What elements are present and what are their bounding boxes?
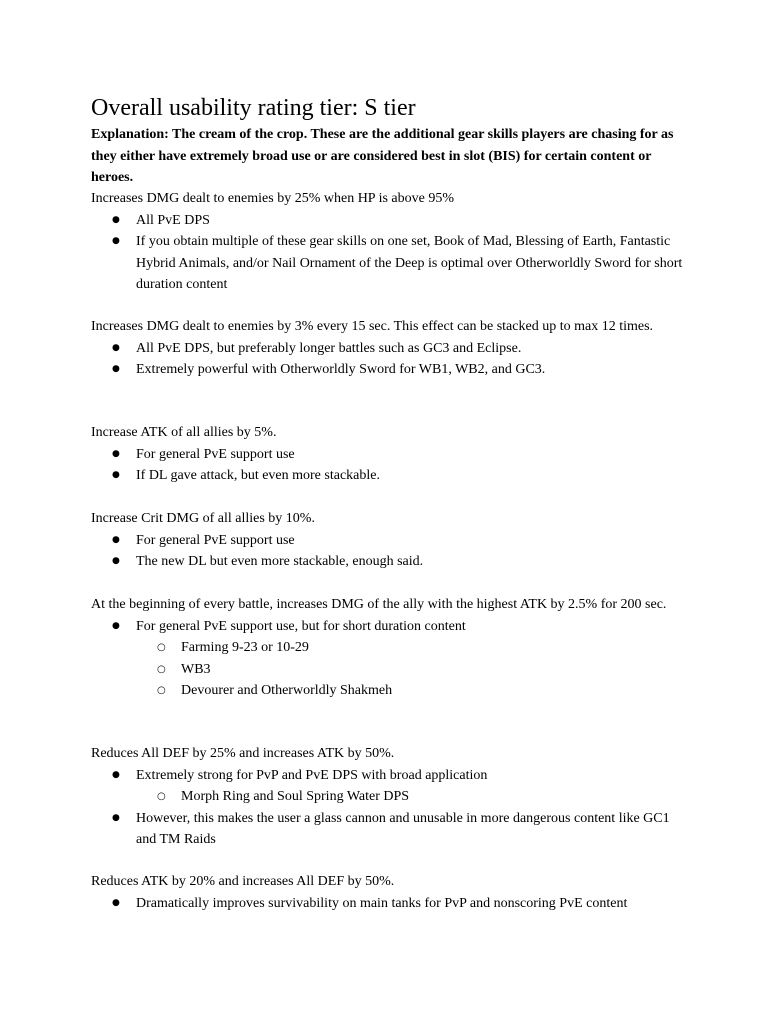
sub-bullet-marker: ○ — [157, 685, 166, 696]
bullet-marker: ● — [112, 236, 120, 246]
skill-description: Increases DMG dealt to enemies by 25% when HP is above 95% — [91, 191, 455, 206]
gear-skill-section — [91, 594, 691, 702]
list-item-text: If DL gave attack, but even more stackable. — [136, 468, 380, 483]
list-item-text: Extremely strong for PvP and PvE DPS with broad application — [136, 767, 488, 783]
bullet-marker: ● — [112, 620, 120, 631]
sub-bullet-marker: ○ — [157, 791, 166, 802]
list-item-text: All PvE DPS, but preferably longer battles such as GC3 and Eclipse. — [136, 340, 522, 356]
list-item — [91, 338, 691, 360]
page-title: Overall usability rating tier: S tier — [91, 95, 416, 121]
bullet-marker: ● — [112, 364, 120, 374]
sub-list-item-text: Farming 9-23 or 10-29 — [181, 640, 309, 655]
gear-skill-section — [91, 188, 691, 296]
skill-description: Increases DMG dealt to enemies by 3% every 15 sec. This effect can be stacked up to max 12 times. — [91, 319, 654, 334]
skill-description: At the beginning of every battle, increases DMG of the ally with the highest ATK by 2.5% for 200 sec. — [91, 597, 667, 612]
bullet-marker: ● — [112, 448, 120, 459]
gear-skill-section — [91, 316, 691, 381]
list-item-text: If you obtain multiple of these gear skills on one set, Book of Mad, Blessing of Earth, Fantastic Hybrid Animals, and/or Nail Ornament of the Deep is optimal over Otherworldly Sword for short duration content — [136, 234, 683, 292]
skill-description: Increase ATK of all allies by 5%. — [91, 425, 277, 440]
bullet-marker: ● — [112, 556, 120, 566]
sub-list-item — [91, 680, 691, 702]
list-item-text: Extremely powerful with Otherworldly Sword for WB1, WB2, and GC3. — [136, 362, 546, 377]
skill-description: Reduces ATK by 20% and increases All DEF by 50%. — [91, 874, 395, 889]
gear-skill-section — [91, 871, 691, 914]
explanation-text: Explanation: The cream of the crop. These are the additional gear skills players are chasing for as they either have extremely broad use or are considered best in slot (BIS) for certain content or heroes. — [91, 127, 674, 185]
list-item-text: Dramatically improves survivability on main tanks for PvP and nonscoring PvE content — [136, 895, 628, 911]
list-item — [91, 808, 691, 851]
list-item-text: However, this makes the user a glass cannon and unusable in more dangerous content like GC1 and TM Raids — [136, 810, 670, 847]
sub-list-item — [91, 659, 691, 681]
sub-bullet-marker: ○ — [157, 642, 166, 653]
list-item — [91, 893, 691, 915]
list-item-text: The new DL but even more stackable, enough said. — [136, 554, 424, 569]
list-item-text: For general PvE support use — [136, 532, 295, 548]
list-item — [91, 530, 691, 552]
sub-list-item-text: Morph Ring and Soul Spring Water DPS — [181, 789, 410, 804]
list-item — [91, 551, 691, 573]
sub-list-item — [91, 786, 691, 808]
sub-list-item — [91, 637, 691, 659]
list-item — [91, 231, 691, 296]
sub-list-item-text: Devourer and Otherworldly Shakmeh — [181, 683, 393, 698]
bullet-marker: ● — [112, 812, 120, 823]
bullet-marker: ● — [112, 214, 120, 225]
gear-skill-section — [91, 422, 691, 487]
bullet-marker: ● — [112, 470, 120, 480]
list-item — [91, 444, 691, 466]
skill-description: Reduces All DEF by 25% and increases ATK by 50%. — [91, 746, 395, 761]
list-item — [91, 765, 691, 787]
list-item — [91, 465, 691, 487]
sub-bullet-marker: ○ — [157, 663, 166, 675]
list-item — [91, 616, 691, 638]
skill-description: Increase Crit DMG of all allies by 10%. — [91, 511, 315, 526]
list-item-text: All PvE DPS — [136, 212, 210, 228]
list-item-text: For general PvE support use, but for short duration content — [136, 618, 466, 634]
sub-list-item-text: WB3 — [181, 661, 211, 677]
gear-skill-section — [91, 743, 691, 851]
list-item — [91, 359, 691, 381]
bullet-marker: ● — [112, 534, 120, 545]
bullet-marker: ● — [112, 769, 120, 780]
list-item-text: For general PvE support use — [136, 446, 295, 462]
bullet-marker: ● — [112, 342, 120, 353]
bullet-marker: ● — [112, 897, 120, 908]
list-item — [91, 210, 691, 232]
gear-skill-section — [91, 508, 691, 573]
